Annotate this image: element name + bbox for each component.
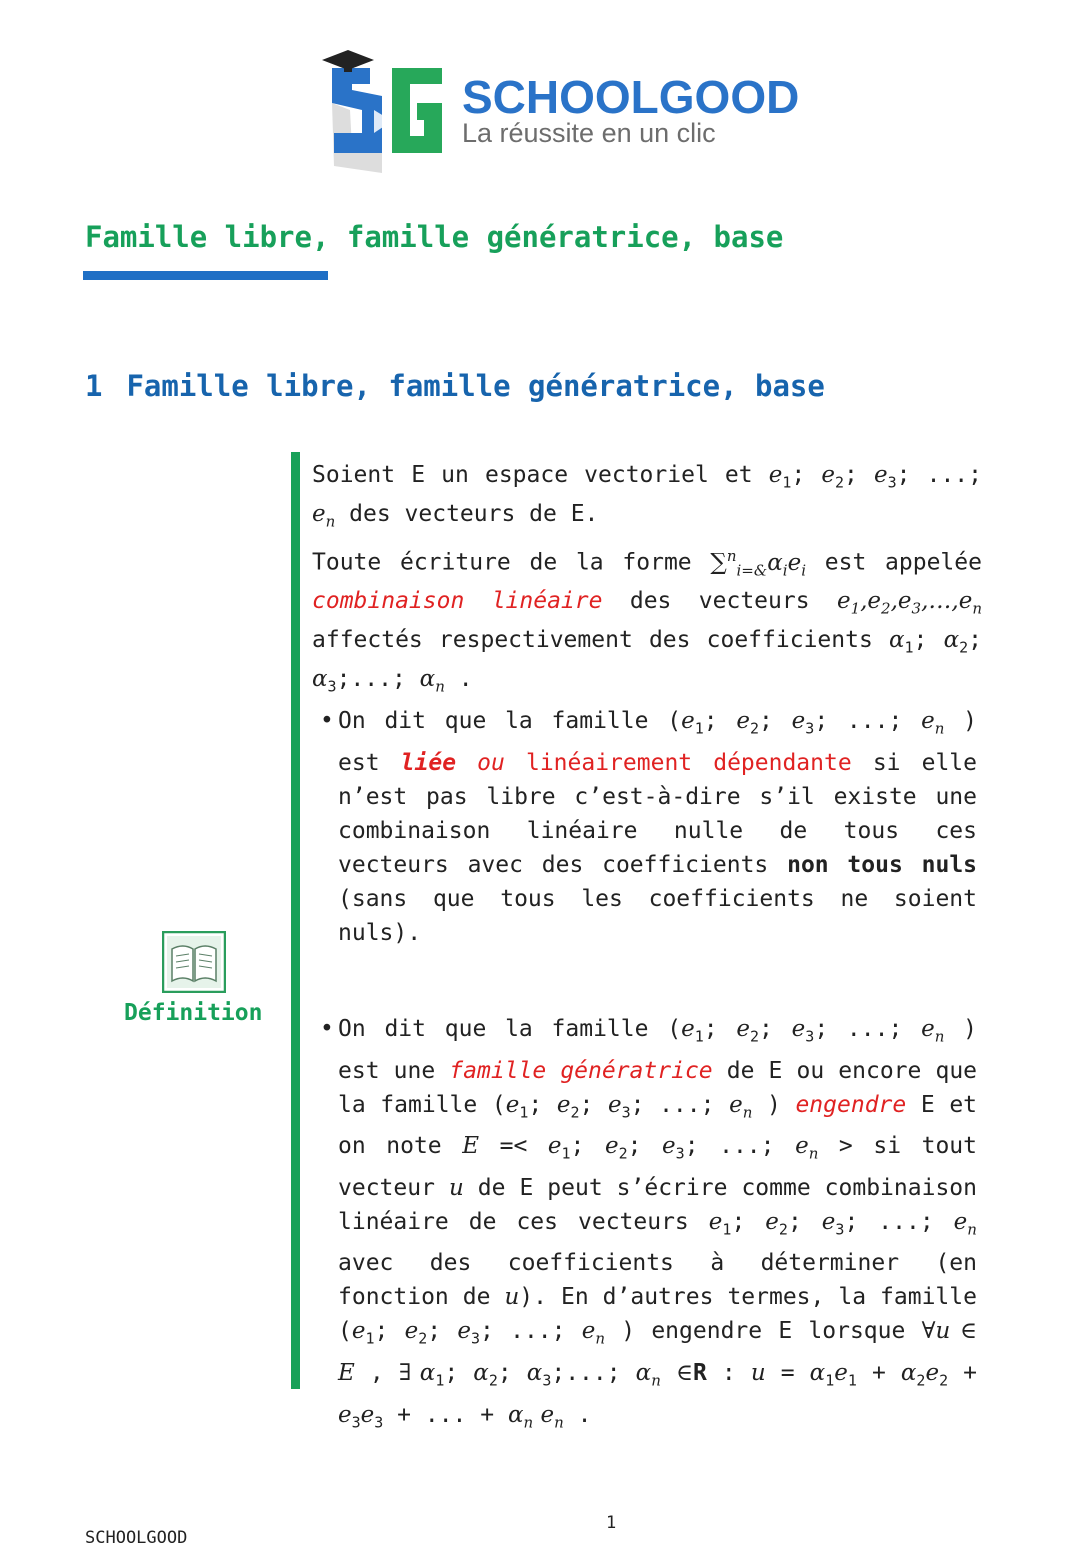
- footer-brand: SCHOOLGOOD: [85, 1528, 188, 1548]
- logo-mark-icon: [322, 48, 452, 173]
- definition-label: Définition: [124, 1000, 263, 1026]
- definition-intro: [312, 460, 982, 702]
- term-engendre: engendre: [795, 1091, 907, 1118]
- title-underline: [83, 271, 328, 280]
- page-number: 1: [606, 1513, 617, 1533]
- schoolgood-logo: [322, 48, 800, 173]
- intro-line-1: Soient E un espace vectoriel et $e_1$; $e_2$; $e_3$; ...; $e_n$ des vecteurs de E.: [312, 462, 982, 531]
- logo-slogan: La réussite en un clic: [462, 118, 716, 148]
- term-famille-generatrice: famille génératrice: [449, 1057, 713, 1084]
- section-number: 1: [85, 369, 103, 403]
- section-heading: [85, 369, 825, 403]
- intro-line-2: Toute écriture de la forme $\sum^n_{i=\&}\alpha_ie_i$ est appelée combinaison linéaire des vecteurs $e_1,e_2,e_3,\dots,e_n$ affectés respectivement des coefficients $\alpha_1$; $\alpha_2$; $\alpha_3$;...; $\alpha_n$ .: [312, 547, 982, 696]
- term-lineairement-dependante: linéairement dépendante: [525, 749, 852, 776]
- open-book-icon: [162, 931, 226, 993]
- section-title: Famille libre, famille génératrice, base: [126, 369, 825, 403]
- definition-bullet-generatrice: • On dit que la famille ($e_1$; $e_2$; $e_3$; ...; $e_n$ ) est une famille génératrice de E ou encore que la famille ($e_1$; $e_2$; $e_3$; ...; $e_n$ ) engendre E et on note $E =< e_1$; $e_2$; $e_3$; ...; $e_n$ > si tout vecteur u de E peut s’écrire comme combinaison linéaire de ces vecteurs $e_1$; $e_2$; $e_3$; ...; $e_n$ avec des coefficients à déterminer (en fonction de u). En d’autres termes, la famille ($e_1$; $e_2$; $e_3$; ...; $e_n$ ) engendre E lorsque ∀u ∈ E , ∃ $\alpha_1$; $\alpha_2$; $\alpha_3$;...; $\alpha_n$ ∈R : $u = \alpha_1e_1 + \alpha_2e_2 + e_3e_3$ + ... + $\alpha_n$ $e_n$ .: [320, 1012, 977, 1439]
- term-combinaison-lineaire: combinaison linéaire: [312, 588, 603, 615]
- term-liee: liée: [400, 749, 457, 776]
- definition-bar: [291, 452, 300, 1389]
- page-title: Famille libre, famille génératrice, base: [85, 220, 784, 254]
- definition-bullet-liee: • On dit que la famille ($e_1$; $e_2$; $e_3$; ...; $e_n$ ) est liée ou linéairement dépendante si elle n’est pas libre c’est-à-dire s’il existe une combinaison linéaire nulle de tous ces vecteurs avec des coefficients non tous nuls (sans que tous les coefficients ne soient nuls).: [320, 704, 977, 950]
- logo-brand: SCHOOLGOOD: [462, 71, 800, 123]
